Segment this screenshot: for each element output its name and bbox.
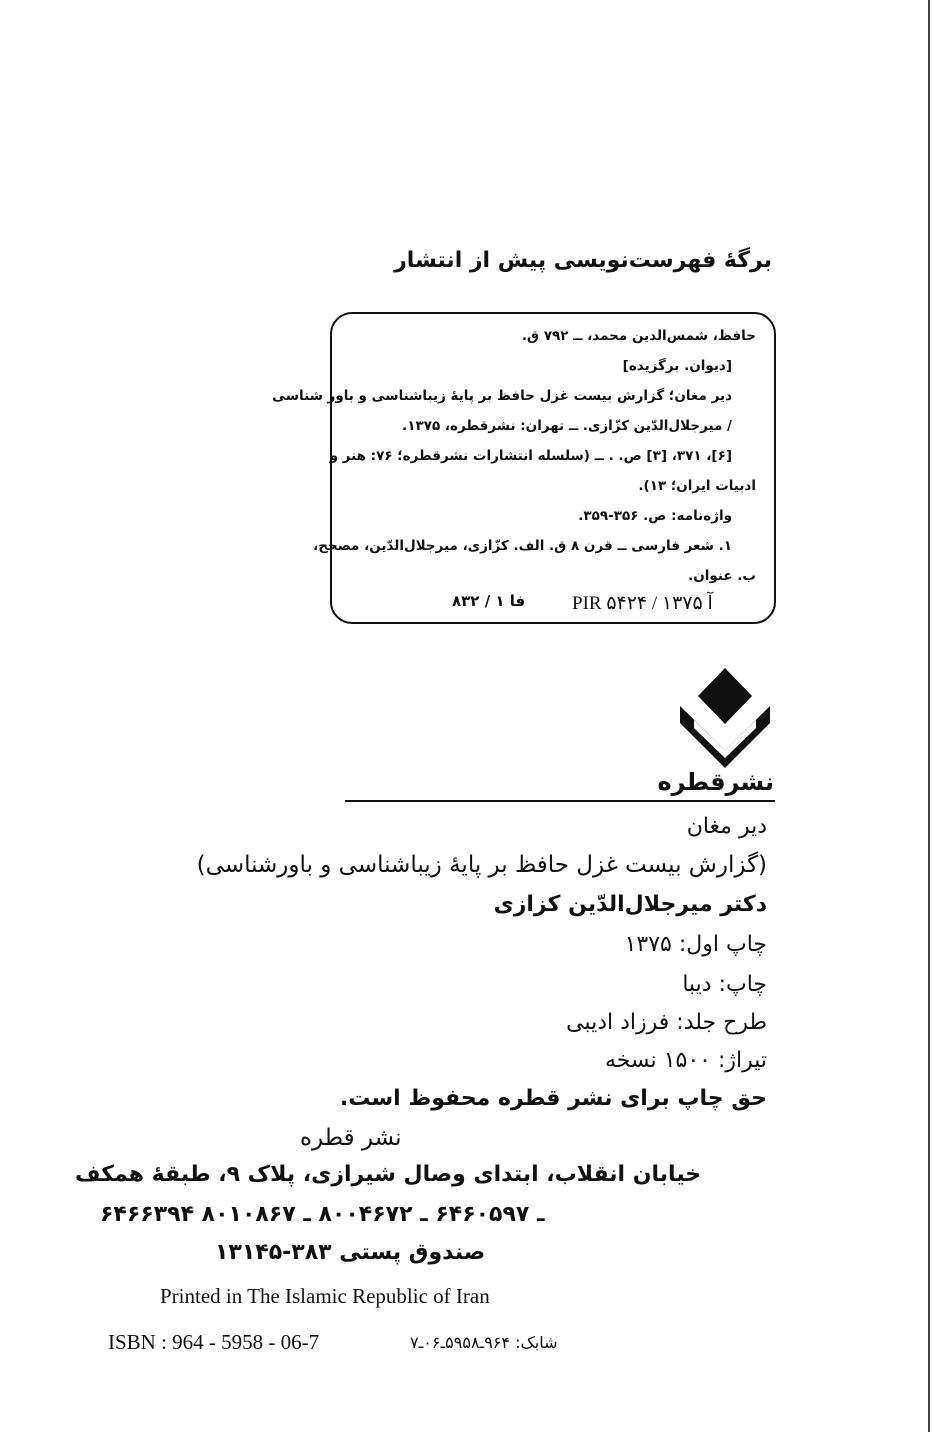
isbn-persian: شابک: ۹۶۴ـ۵۹۵۸ـ۰۶ـ۷ (410, 1333, 558, 1352)
cip-line: [دیوان. برگزیده] (622, 358, 732, 374)
po-box: صندوق پستی ۳۸۳-۱۳۱۴۵ (215, 1240, 486, 1265)
cip-line: [۶]، ۳۷۱، [۳] ص. . ــ (سلسله انتشارات نشرقطره؛ ۷۶: هنر و (329, 448, 732, 464)
cip-line: حافظ، شمس‌الدین محمد، ــ ۷۹۲ ق. (521, 328, 756, 344)
publisher-logo-icon (680, 668, 770, 768)
cip-heading: برگهٔ فهرست‌نویسی پیش از انتشار (394, 248, 772, 273)
book-author: دکتر میرجلال‌الدّین کزازی (493, 892, 767, 917)
cip-line: / میرجلال‌الدّین کزّازی. ــ تهران: نشرقطره، ۱۳۷۵. (402, 418, 732, 434)
rights-notice: حق چاپ برای نشر قطره محفوظ است. (339, 1086, 767, 1111)
street-address: خیابان انقلاب، ابتدای وصال شیرازی، پلاک ۹، طبقهٔ همکف (75, 1162, 702, 1187)
address-publisher: نشر قطره (300, 1125, 402, 1151)
isbn: ISBN : 964 - 5958 - 06-7 (108, 1330, 320, 1354)
cip-box (272, 312, 776, 624)
dewey-class: ۸فا ۱ / ۳۲ (452, 592, 526, 610)
divider (345, 800, 775, 802)
cip-line: ادبیات ایران؛ ۱۳). (638, 478, 756, 494)
print-run: تیراژ: ۱۵۰۰ نسخه (604, 1048, 767, 1073)
cover-designer: طرح جلد: فرزاد ادیبی (566, 1010, 767, 1035)
book-subtitle: (گزارش بیست غزل حافظ بر پایهٔ زیباشناسی و باورشناسی) (196, 852, 767, 878)
book-title: دیر مغان (686, 814, 767, 839)
phone-numbers: ۶۴۶۶۳۹۴ ـ ۶۴۶۰۵۹۷ ـ ۸۰۰۴۶۷۲ ـ ۸۰۱۰۸۶۷ (100, 1202, 545, 1227)
printer: چاپ: دیبا (682, 972, 767, 997)
cip-line: ب. عنوان. (688, 568, 756, 584)
lc-class: PIR ۵۴۲۴ / آ ۱۳۷۵ (572, 593, 713, 614)
publisher-name: نشرقطره (657, 768, 774, 796)
cip-line: دیر مغان؛ گزارش بیست غزل حافظ بر پایهٔ زیباشناسی و باور شناسی (272, 388, 732, 404)
cip-line: واژه‌نامه: ص. ۳۵۶-۳۵۹. (578, 508, 732, 524)
edition: چاپ اول: ۱۳۷۵ (624, 932, 767, 957)
page-edge (928, 0, 930, 1432)
cip-line: ۱. شعر فارسی ــ قرن ۸ ق. الف. کزّازی، میرجلال‌الدّین، مصحح، (313, 538, 732, 554)
printed-in: Printed in The Islamic Republic of Iran (160, 1284, 490, 1308)
